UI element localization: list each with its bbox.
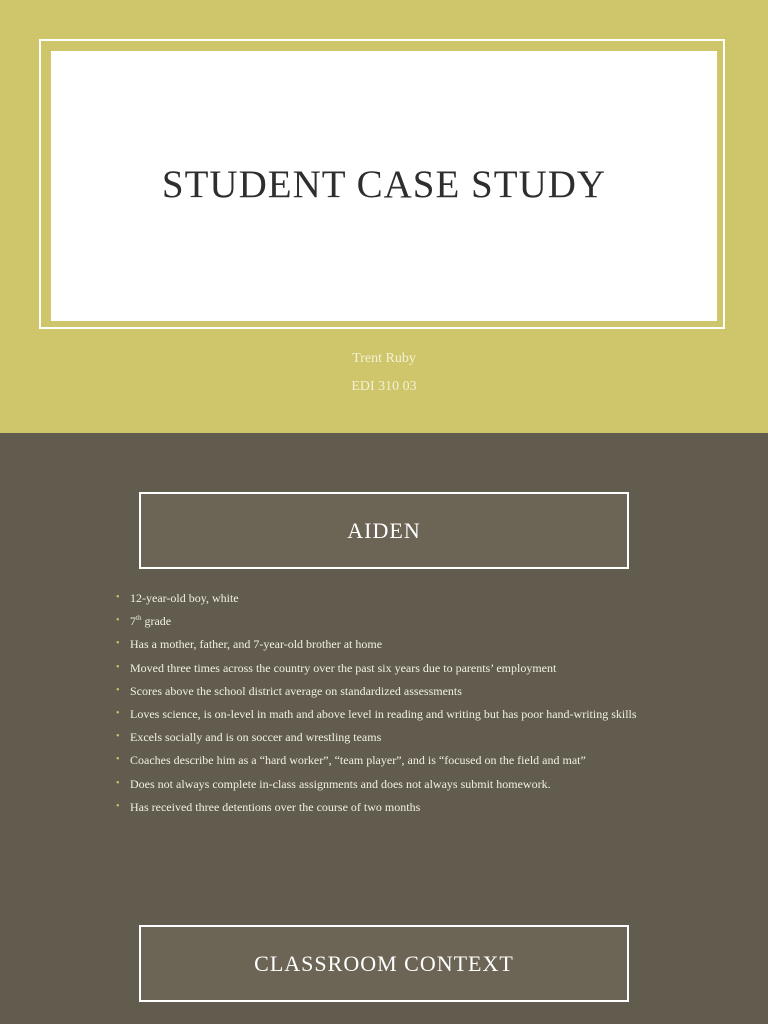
bullet-icon: •: [116, 592, 120, 603]
bullet-text: Has a mother, father, and 7-year-old brother at home: [130, 637, 383, 652]
bullet-icon: •: [116, 731, 120, 743]
bullet-text: Coaches describe him as a “hard worker”, “team player”, and is “focused on the field and mat”: [130, 753, 586, 768]
list-item: [116, 799, 646, 815]
bullet-icon: •: [116, 754, 120, 766]
slide-title: STUDENT CASE STUDY: [161, 162, 607, 206]
bullet-icon: •: [116, 615, 120, 627]
bullet-text: Has received three detentions over the course of two months: [130, 799, 421, 814]
bullet-icon: •: [116, 777, 120, 789]
list-item: [116, 613, 646, 629]
bullet-icon: •: [116, 707, 120, 719]
bullet-text: Moved three times across the country over the past six years due to parents’ employment: [130, 660, 557, 675]
bullet-text: Scores above the school district average on standardized assessments: [130, 683, 462, 698]
list-item: [116, 683, 646, 699]
student-name-heading: AIDEN: [139, 492, 629, 569]
student-details-list: [116, 590, 646, 822]
bullet-text: Excels socially and is on soccer and wrestling teams: [130, 730, 382, 745]
author-name: Trent Ruby: [352, 351, 416, 366]
bullet-text: Loves science, is on-level in math and above level in reading and writing but has poor hand-writing skills: [130, 706, 637, 721]
title-panel: [51, 51, 717, 321]
list-item: [116, 590, 646, 606]
classroom-context-heading: CLASSROOM CONTEXT: [139, 925, 629, 1002]
bullet-icon: •: [116, 661, 120, 673]
bullet-text: Does not always complete in-class assignments and does not always submit homework.: [130, 776, 551, 791]
list-item: [116, 752, 646, 768]
bullet-icon: •: [116, 684, 120, 696]
grade-number: 7: [130, 614, 136, 629]
grade-suffix: th: [136, 614, 142, 623]
bullet-icon: •: [116, 638, 120, 650]
list-item: [116, 660, 646, 676]
bullet-text: grade: [144, 614, 172, 629]
list-item: [116, 636, 646, 652]
bullet-icon: •: [116, 800, 120, 812]
course-code: EDI 310 03: [351, 379, 417, 394]
list-item: [116, 776, 646, 792]
list-item: [116, 729, 646, 745]
student-profile-slide: [0, 433, 768, 1024]
title-slide: [0, 0, 768, 433]
bullet-text: 12-year-old boy, white: [130, 591, 239, 605]
list-item: [116, 706, 646, 722]
